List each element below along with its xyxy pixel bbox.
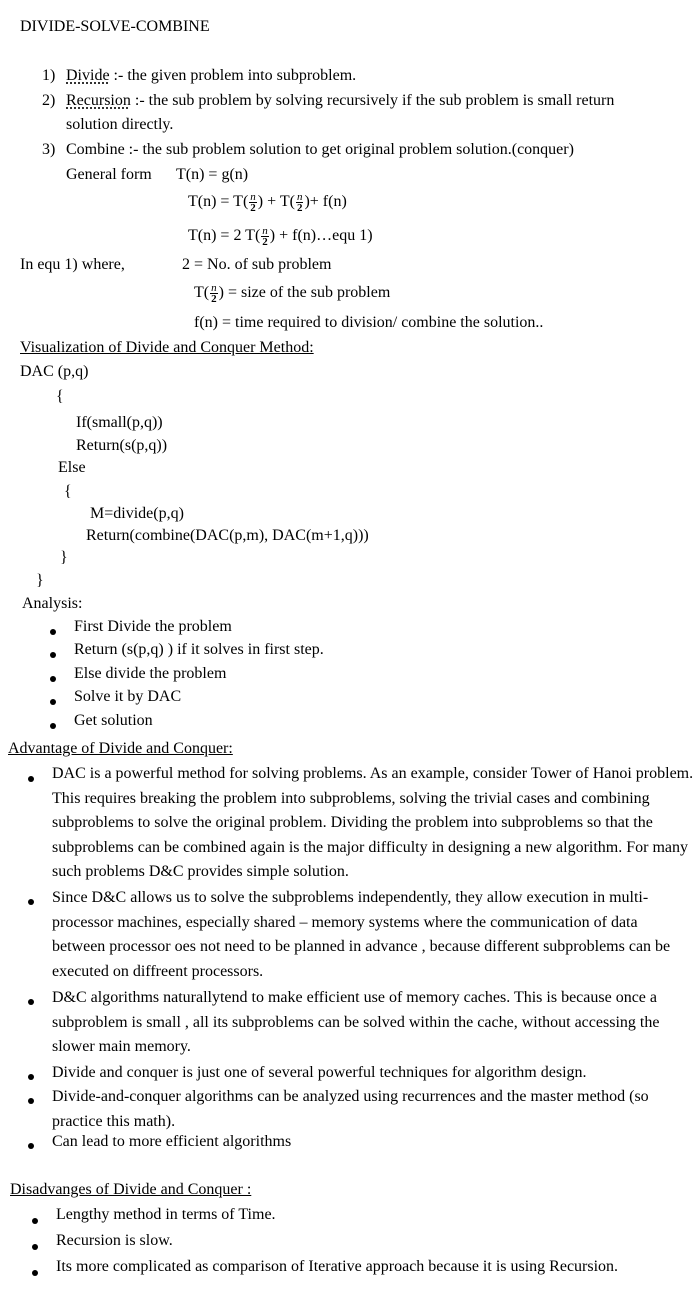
step-recursion-cont: solution directly.	[66, 116, 174, 133]
general-form-label: General form	[66, 166, 152, 183]
code-line: Else	[58, 459, 86, 476]
advantages-heading: Advantage of Divide and Conquer:	[8, 740, 233, 757]
bullet-icon	[32, 1213, 38, 1229]
code-line: }	[36, 572, 44, 589]
advantage-item: Divide-and-conquer algorithms can be analyzed using recurrences and the master method (so practice this math).	[52, 1088, 649, 1130]
analysis-item: Return (s(p,q) ) if it solves in first step.	[74, 641, 324, 658]
code-line: Return(s(p,q))	[76, 437, 168, 454]
fraction: $\frac{n}{2}$	[250, 191, 256, 214]
analysis-item: Get solution	[74, 712, 153, 729]
where-line-1: 2 = No. of sub problem	[182, 256, 332, 273]
step-divide	[66, 66, 356, 86]
step-number: 1)	[42, 67, 56, 84]
equation-recurrence: T(n) = T( $\frac{n}{2}$ ) + T( $\frac{n}{2}$ )+ f(n)	[188, 191, 347, 214]
fraction: $\frac{n}{2}$	[262, 225, 268, 248]
code-line: M=divide(p,q)	[90, 505, 184, 522]
fraction: $\frac{n}{2}$	[211, 282, 217, 305]
analysis-item: Else divide the problem	[74, 665, 227, 682]
bullet-icon	[50, 718, 56, 734]
equation-base: T(n) = g(n)	[176, 166, 249, 183]
step-divide-text: :- the given problem into subproblem.	[109, 67, 357, 84]
advantage-item: D&C algorithms naturallytend to make efficient use of memory caches. This is because once a subproblem is small , all its subproblems can be solved within the cache, without accessing the slower main memory.	[52, 989, 660, 1056]
where-line-2: T( $\frac{n}{2}$ ) = size of the sub problem	[194, 282, 391, 305]
analysis-label: Analysis:	[22, 595, 83, 612]
bullet-icon	[28, 1138, 34, 1154]
disadvantage-item: Recursion is slow.	[56, 1232, 173, 1249]
analysis-item: Solve it by DAC	[74, 688, 182, 705]
bullet-icon	[28, 994, 34, 1010]
visualization-heading: Visualization of Divide and Conquer Method:	[20, 339, 314, 356]
bullet-icon	[28, 1069, 34, 1085]
advantage-item: DAC is a powerful method for solving problems. As an example, consider Tower of Hanoi problem. This requires breaking the problem into subproblems, solving the trivial cases and combining subproblems to solve the original problem. Dividing the problem into subproblems so that the subproblems can be combined again is the major difficulty in designing a new algorithm. For many such problems D&C provides simple solution.	[52, 765, 694, 881]
analysis-item: First Divide the problem	[74, 618, 232, 635]
bullet-icon	[50, 647, 56, 663]
step-recursion	[66, 91, 614, 111]
bullet-icon	[32, 1239, 38, 1255]
term-recursion: Recursion	[66, 92, 131, 109]
step-recursion-text: :- the sub problem by solving recursively if the sub problem is small return	[130, 92, 615, 109]
fraction: $\frac{n}{2}$	[296, 191, 303, 214]
bullet-icon	[50, 671, 56, 687]
advantage-item: Since D&C allows us to solve the subproblems independently, they allow execution in multi-processor machines, especially shared – memory systems where the communication of data between processor oes not need to be planned in advance , because different subproblems can be executed on diffreent processors.	[52, 889, 671, 980]
advantage-item: Can lead to more efficient algorithms	[52, 1133, 292, 1150]
page-title: DIVIDE-SOLVE-COMBINE	[20, 18, 210, 35]
bullet-icon	[32, 1265, 38, 1281]
bullet-icon	[28, 894, 34, 910]
advantage-item: Divide and conquer is just one of several powerful techniques for algorithm design.	[52, 1064, 587, 1081]
bullet-icon	[50, 694, 56, 710]
code-line: }	[60, 549, 68, 566]
term-divide: Divide	[66, 67, 110, 84]
bullet-icon	[28, 771, 34, 787]
where-line-3: f(n) = time required to division/ combine the solution..	[194, 314, 544, 331]
bullet-icon	[50, 624, 56, 640]
disadvantages-heading: Disadvanges of Divide and Conquer :	[10, 1181, 252, 1198]
step-combine: Combine :- the sub problem solution to get original problem solution.(conquer)	[66, 141, 574, 158]
code-line: {	[64, 483, 72, 500]
code-line: Return(combine(DAC(p,m), DAC(m+1,q)))	[86, 527, 369, 544]
step-number: 2)	[42, 92, 56, 109]
bullet-icon	[28, 1093, 34, 1109]
equation-1: T(n) = 2 T( $\frac{n}{2}$ ) + f(n)…equ 1)	[188, 225, 373, 248]
code-line: DAC (p,q)	[20, 363, 89, 380]
disadvantage-item: Lengthy method in terms of Time.	[56, 1206, 276, 1223]
where-label: In equ 1) where,	[20, 256, 125, 273]
step-number: 3)	[42, 141, 56, 158]
disadvantage-item: Its more complicated as comparison of Iterative approach because it is using Recursion.	[56, 1258, 619, 1275]
code-line: If(small(p,q))	[76, 414, 163, 431]
code-line: {	[56, 388, 64, 405]
